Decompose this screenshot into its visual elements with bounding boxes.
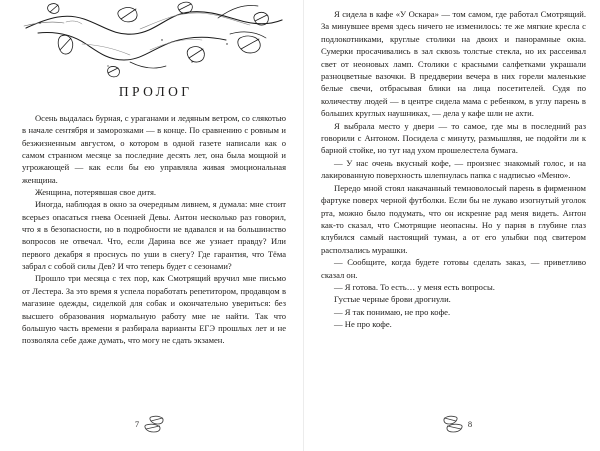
paragraph: Иногда, наблюдая в окно за очередным ливнем, я думала: мне стоит всерьез опасаться гнева Осенней Девы. Антон несколько раз говорил, что я в безопасности, но в подробности не вдавался и на большинство вопросов не отвечал. Что, если Дарина все же узнает правду? Или первого декабря я проснусь по уши в снегу? Где гарантия, что Тёма забрал с собой силы Дев? И что теперь будет с сезонами? [22,199,286,272]
paragraph: Прошло три месяца с тех пор, как Смотрящий вручил мне письмо от Лестера. За это время я успела поработать репетитором, продавцом в магазине одежды, сиделкой для собак и окончательно увериться: без высшего образования нормальную работу мне не найти. Так что большую часть времени я разбирала варианты ЕГЭ прошлых лет и не позволяла себе даже думать, что могу не сдать экзамен. [22,273,286,346]
paragraph: — Сообщите, когда будете готовы сделать заказ, — приветливо сказал он. [321,257,586,280]
page-number: 8 [467,418,473,429]
page-title: ПРОЛОГ [118,84,193,99]
two-leaves-decoration [142,415,168,433]
paragraph: Осень выдалась бурная, с ураганами и ледяным ветром, со слякотью в начале сентября и заморозками — в конце. По сравнению с ровным и безжизненным августом, о котором в одной газете написали как о самом странном месяце за последние десять лет, она была мощной и угрожающей — как если бы ею управляла живая эмоциональная женщина. [22,113,286,185]
paragraph: — Не про кофе. [334,319,392,330]
paragraph: — У нас очень вкусный кофе, — произнес знакомый голос, и на лакированную поверхность шлепнулась папка с надписью «Меню». [321,157,586,181]
right-page [303,0,600,451]
paragraph: — Я так понимаю, не про кофе. [334,306,451,317]
paragraph: Передо мной стоял накачанный темноволосый парень в фирменном фартуке поверх черной футболки. Если бы не лукаво изогнутый уголок рта, можно было подумать, что он искренне рад меня видеть. Антон как-то сказал, что Смотрящие неопасны. Но у парня в глубине глаз клубился самый настоящий туман, а от его улыбки под свитером расползались мурашки. [321,182,586,255]
paragraph: Я выбрала место у двери — то самое, где мы в последний раз говорили с Антоном. Посидела с минуту, размышляя, не подойти ли к барной стойке, но тут над ухом прошелестела бумага. [321,120,586,156]
wind-swirl-with-leaves-ornament [22,0,286,78]
page-number: 7 [134,418,140,429]
paragraph: Густые черные брови дрогнули. [334,294,451,305]
folio-right [303,413,600,435]
two-leaves-decoration [439,415,465,433]
paragraph: Я сидела в кафе «У Оскара» — том самом, где работал Смотрящий. За минувшее время здесь ничего не изменилось: те же мягкие кресла с подлокотниками, круглые столики на двоих и панорамные окна. Сумерки просачивались в зал сквозь толстые стекла, но их рассеивал свет от неоновых ламп. Столики с красными салфетками украшали разноцветные вазочки. В преддверии вечера в них горели маленькие белые свечи, отбрасывая блики на лица посетителей. Судя по количеству людей — в центре сидела мама с ребенком, в углу парень в больших круглых наушниках, — дела у кафе шли не ахти. [321,9,586,119]
left-page-body [22,112,286,347]
paragraph: Женщина, потерявшая свое дитя. [35,187,157,198]
paragraph: — Я готова. То есть… у меня есть вопросы. [334,281,495,292]
folio-left [0,413,309,435]
right-page-body [321,0,586,331]
